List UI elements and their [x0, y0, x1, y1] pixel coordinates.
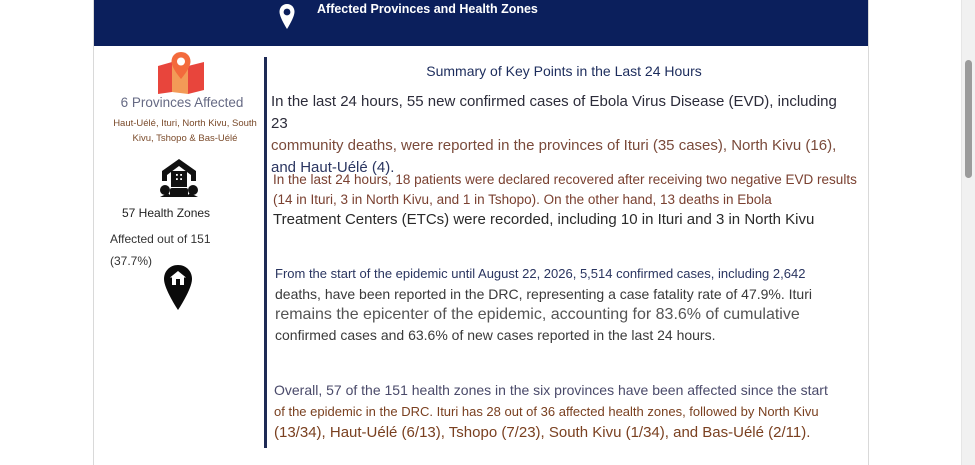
location-marker-icon — [162, 264, 194, 312]
summary-paragraph-1 — [271, 91, 855, 179]
p4-line-b: of the epidemic in the DRC. Ituri has 28 out of 36 affected health zones, followed by North Kivu — [274, 404, 819, 419]
sidebar-stats — [94, 50, 264, 460]
provinces-affected: 6 Provinces Affected — [120, 95, 244, 110]
affected-percent: (37.7%) — [110, 254, 153, 268]
p2-line-a: In the last 24 hours, 18 patients were declared recovered after receiving two negative EVD results (14 in Ituri, 3 in North Kivu, and 1 in Tshopo). On the other hand, 13 deaths in Ebola — [273, 172, 857, 207]
map-icon — [156, 52, 206, 94]
p1-line-a: In the last 24 hours, 55 new confirmed cases of Ebola Virus Disease (EVD), including 23 — [271, 93, 837, 132]
summary-paragraph-4 — [274, 380, 858, 443]
health-zones-count: 57 Health Zones — [122, 206, 211, 220]
provinces-list: Haut-Uélé, Ituri, North Kivu, South Kivu, Tshopo & Bas-Uélé — [113, 118, 257, 144]
p1-line-b: community deaths, were reported in the provinces of Ituri (35 cases), North Kivu (16), — [271, 137, 837, 154]
p1-line-c: and Haut-Uélé (4). — [271, 159, 395, 176]
scrollbar-thumb[interactable] — [965, 60, 972, 178]
report-card — [93, 0, 869, 465]
p2-line-b: Treatment Centers (ETCs) were recorded, including 10 in Ituri and 3 in North Kivu — [273, 211, 815, 228]
p3-line-d: confirmed cases and 63.6% of new cases reported in the last 24 hours. — [275, 327, 716, 343]
p4-line-c: (13/34), Haut-Uélé (6/13), Tshopo (7/23), South Kivu (1/34), and Bas-Uélé (2/11). — [274, 424, 811, 441]
section-divider — [264, 57, 267, 448]
summary-paragraph-3 — [275, 264, 859, 346]
section-banner — [94, 0, 868, 46]
p3-line-a: From the start of the epidemic until August 22, 2026, 5,514 confirmed cases, including 2,642 — [275, 266, 806, 281]
map-pin-icon — [278, 3, 296, 31]
summary-paragraph-2 — [273, 170, 857, 230]
summary-heading: Summary of Key Points in the Last 24 Hours — [426, 63, 702, 79]
affected-out-of: Affected out of 151 — [110, 232, 211, 246]
p3-line-b: deaths, have been reported in the DRC, representing a case fatality rate of 47.9%. Ituri — [275, 286, 812, 302]
banner-title: Affected Provinces and Health Zones — [317, 2, 538, 16]
vertical-scrollbar[interactable] — [961, 0, 975, 465]
p3-line-c: remains the epicenter of the epidemic, accounting for 83.6% of cumulative — [275, 306, 800, 323]
p4-line-a: Overall, 57 of the 151 health zones in the six provinces have been affected since the start — [274, 382, 828, 398]
health-facility-icon — [158, 157, 200, 199]
